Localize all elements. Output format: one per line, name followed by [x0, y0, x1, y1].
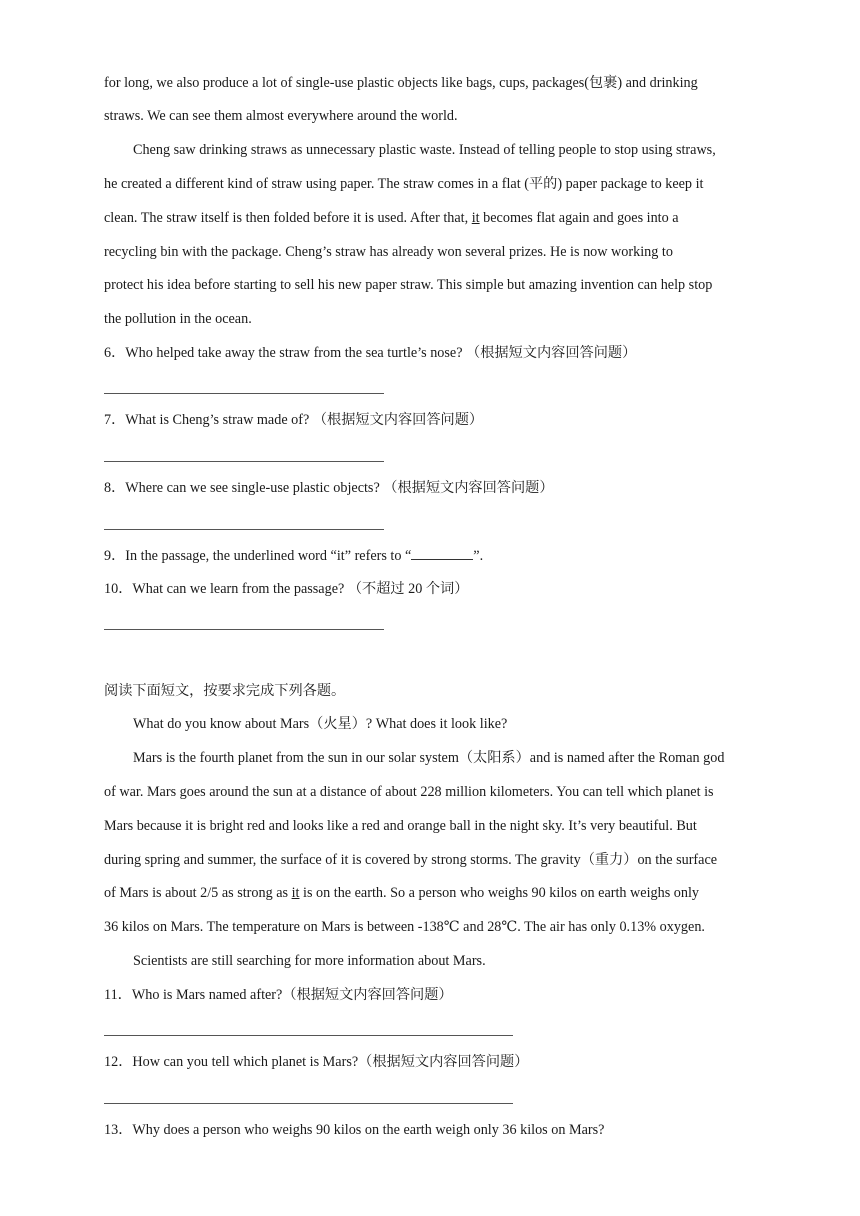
fill-in-blank[interactable] — [411, 547, 473, 560]
answer-line-6[interactable] — [104, 393, 384, 394]
question-10: 10．What can we learn from the passage? （不超过 20 个词） — [104, 581, 469, 597]
text-span: is on the earth. So a person who weighs 90 kilos on earth weighs only — [299, 885, 700, 901]
underlined-word-it: it — [471, 210, 480, 226]
text-span: 9．In the passage, the underlined word “it” refers to “ — [104, 548, 412, 564]
passage1-line — [104, 209, 679, 227]
passage2-line: Mars is the fourth planet from the sun in our solar system（太阳系）and is named after the Roman god — [133, 750, 725, 766]
passage1-line: protect his idea before starting to sell his new paper straw. This simple but amazing invention can help stop — [104, 277, 713, 293]
passage1-line: he created a different kind of straw using paper. The straw comes in a flat (平的) paper package to keep it — [104, 176, 704, 192]
passage1-line: recycling bin with the package. Cheng’s straw has already won several prizes. He is now working to — [104, 244, 673, 260]
passage1-line: Cheng saw drinking straws as unnecessary plastic waste. Instead of telling people to stop using straws, — [133, 142, 716, 158]
passage2-line: of war. Mars goes around the sun at a distance of about 228 million kilometers. You can tell which planet is — [104, 784, 714, 800]
underlined-word-it: it — [291, 885, 300, 901]
text-span: clean. The straw itself is then folded before it is used. After that, — [104, 210, 472, 226]
question-6: 6．Who helped take away the straw from the sea turtle’s nose? （根据短文内容回答问题） — [104, 345, 637, 361]
question-7: 7．What is Cheng’s straw made of? （根据短文内容回答问题） — [104, 412, 484, 428]
passage2-line: Mars because it is bright red and looks like a red and orange ball in the night sky. It’s very beautiful. But — [104, 818, 697, 834]
answer-line-10[interactable] — [104, 629, 384, 630]
answer-line-8[interactable] — [104, 529, 384, 530]
passage1-line: for long, we also produce a lot of single-use plastic objects like bags, cups, packages(包裹) and drinking — [104, 75, 698, 91]
answer-line-12[interactable] — [104, 1103, 513, 1104]
text-span: becomes flat again and goes into a — [479, 210, 679, 226]
passage2-line — [104, 884, 699, 902]
answer-line-7[interactable] — [104, 461, 384, 462]
question-12: 12．How can you tell which planet is Mars?（根据短文内容回答问题） — [104, 1054, 529, 1070]
section-instruction: 阅读下面短文，按要求完成下列各题。 — [104, 683, 346, 699]
passage1-line: straws. We can see them almost everywhere around the world. — [104, 108, 458, 124]
passage2-line: What do you know about Mars（火星）? What does it look like? — [133, 716, 508, 732]
question-13: 13．Why does a person who weighs 90 kilos on the earth weigh only 36 kilos on Mars? — [104, 1122, 605, 1138]
question-9 — [104, 547, 483, 565]
question-8: 8．Where can we see single-use plastic objects? （根据短文内容回答问题） — [104, 480, 554, 496]
question-11: 11．Who is Mars named after?（根据短文内容回答问题） — [104, 987, 453, 1003]
passage2-line: Scientists are still searching for more information about Mars. — [133, 953, 486, 969]
passage1-line: the pollution in the ocean. — [104, 311, 252, 327]
answer-line-11[interactable] — [104, 1035, 513, 1036]
text-span: of Mars is about 2/5 as strong as — [104, 885, 292, 901]
text-span: ”. — [473, 548, 484, 564]
passage2-line: during spring and summer, the surface of it is covered by strong storms. The gravity（重力）on the surface — [104, 852, 718, 868]
passage2-line: 36 kilos on Mars. The temperature on Mars is between -138℃ and 28℃. The air has only 0.13% oxygen. — [104, 919, 705, 935]
